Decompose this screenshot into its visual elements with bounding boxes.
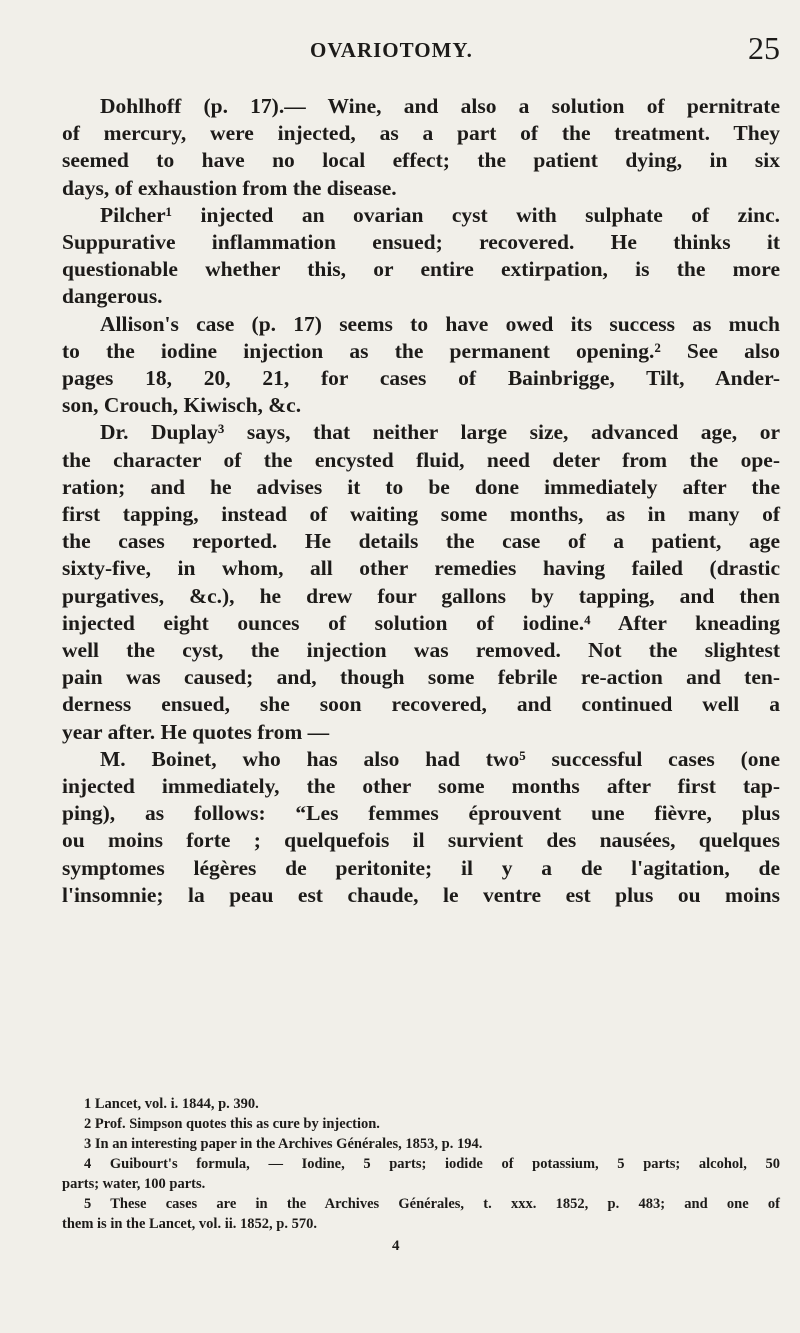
text-line: derness ensued, she soon recovered, and continued well a: [62, 692, 780, 717]
running-head: OVARIOTOMY.: [310, 38, 473, 62]
text-line: l'insomnie; la peau est chaude, le ventre est plus ou moins: [62, 882, 780, 907]
text-line: to the iodine injection as the permanent opening.² See also: [62, 338, 780, 363]
text-line: sixty-five, in whom, all other remedies having failed (drastic: [62, 556, 780, 581]
page-number: 25: [748, 30, 780, 66]
body-text: [62, 93, 780, 909]
page-header: [100, 30, 780, 70]
footnote-line: 4 Guibourt's formula, — Iodine, 5 parts; iodide of potassium, 5 parts; alcohol, 50: [84, 1156, 780, 1172]
text-line: Dr. Duplay³ says, that neither large size, advanced age, or: [100, 420, 780, 445]
footnotes: [62, 1094, 780, 1234]
text-line: M. Boinet, who has also had two⁵ successful cases (one: [100, 746, 780, 771]
text-line: Suppurative inflammation ensued; recovered. He thinks it: [62, 230, 780, 255]
text-line: the cases reported. He details the case of a patient, age: [62, 529, 780, 554]
text-line: Dohlhoff (p. 17).— Wine, and also a solution of pernitrate: [100, 94, 780, 118]
text-line: ou moins forte ; quelquefois il survient des nausées, quelques: [62, 828, 780, 853]
footnote-line: them is in the Lancet, vol. ii. 1852, p. 570.: [62, 1216, 317, 1232]
text-line: son, Crouch, Kiwisch, &c.: [62, 393, 302, 418]
text-line: injected immediately, the other some months after first tap-: [62, 774, 780, 799]
text-line: of mercury, were injected, as a part of the treatment. They: [62, 121, 780, 146]
signature-mark: 4: [392, 1238, 400, 1254]
footnote-line: parts; water, 100 parts.: [62, 1176, 206, 1192]
text-line: year after. He quotes from —: [62, 719, 330, 744]
text-line: purgatives, &c.), he drew four gallons by tapping, and then: [62, 583, 780, 608]
text-line: Allison's case (p. 17) seems to have owed its success as much: [100, 311, 780, 336]
footnote-line: 1 Lancet, vol. i. 1844, p. 390.: [84, 1096, 259, 1112]
text-line: ping), as follows: “Les femmes éprouvent une fièvre, plus: [62, 801, 780, 826]
footnote-line: 2 Prof. Simpson quotes this as cure by injection.: [84, 1116, 380, 1132]
text-line: Pilcher¹ injected an ovarian cyst with sulphate of zinc.: [100, 202, 780, 227]
text-line: first tapping, instead of waiting some months, as in many of: [62, 502, 780, 527]
footnote-line: 5 These cases are in the Archives Générales, t. xxx. 1852, p. 483; and one of: [84, 1196, 780, 1212]
text-line: well the cyst, the injection was removed. Not the slightest: [62, 638, 780, 663]
text-line: ration; and he advises it to be done immediately after the: [62, 474, 780, 499]
text-line: pain was caused; and, though some febrile re-action and ten-: [62, 665, 780, 690]
text-line: days, of exhaustion from the disease.: [62, 175, 397, 200]
text-line: symptomes légères de peritonite; il y a de l'agitation, de: [62, 855, 780, 880]
text-line: dangerous.: [62, 284, 163, 309]
text-line: questionable whether this, or entire extirpation, is the more: [62, 257, 780, 282]
text-line: seemed to have no local effect; the patient dying, in six: [62, 148, 780, 173]
text-line: injected eight ounces of solution of iodine.⁴ After kneading: [62, 610, 780, 635]
text-line: the character of the encysted fluid, need deter from the ope-: [62, 447, 780, 472]
text-line: pages 18, 20, 21, for cases of Bainbrigge, Tilt, Ander-: [62, 366, 780, 391]
footnote-line: 3 In an interesting paper in the Archives Générales, 1853, p. 194.: [84, 1136, 483, 1152]
